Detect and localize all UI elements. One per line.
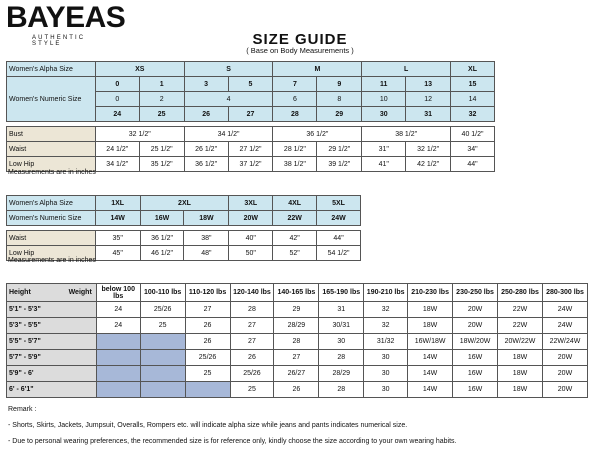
size-cell: 18W/20W	[453, 334, 498, 350]
size-cell: 18W	[498, 382, 543, 398]
num-cell: 31	[406, 107, 451, 122]
plus-num-cell: 24W	[317, 211, 361, 226]
size-cell: 25	[230, 382, 274, 398]
size-cell: 30	[364, 350, 408, 366]
size-cell: 25/26	[140, 302, 185, 318]
size-cell: 26	[274, 382, 319, 398]
table-row	[7, 366, 588, 382]
table-row	[7, 334, 588, 350]
alpha-l: L	[362, 62, 451, 77]
empty-cell	[96, 366, 140, 382]
size-cell: 26	[185, 318, 230, 334]
waist-cell: 27 1/2"	[228, 142, 273, 157]
height-header: Height	[9, 289, 31, 296]
plus-waist-cell: 42"	[273, 231, 317, 246]
num-cell: 6	[273, 92, 317, 107]
num-cell: 32	[451, 107, 495, 122]
weight-header-cell: 140-165 lbs	[274, 284, 319, 302]
empty-cell	[140, 334, 185, 350]
height-label: 6' - 6'1"	[7, 382, 97, 398]
plus-alpha-5xl: 5XL	[317, 196, 361, 211]
size-cell: 26	[185, 334, 230, 350]
size-cell: 14W	[408, 350, 453, 366]
plus-hip-cell: 54 1/2"	[317, 246, 361, 261]
num-cell: 28	[273, 107, 317, 122]
num-cell: 13	[406, 77, 451, 92]
alpha-size-label: Women's Alpha Size	[7, 62, 96, 77]
hip-label: Low Hip	[7, 157, 96, 172]
plus-waist-cell: 44"	[317, 231, 361, 246]
plus-num-cell: 16W	[140, 211, 184, 226]
size-cell: 25	[185, 366, 230, 382]
size-cell: 24W	[542, 318, 587, 334]
num-cell: 3	[184, 77, 228, 92]
hip-cell: 37 1/2"	[228, 157, 273, 172]
num-cell: 7	[273, 77, 317, 92]
empty-cell	[96, 334, 140, 350]
num-cell: 5	[228, 77, 273, 92]
plus-hip-cell: 48"	[184, 246, 229, 261]
size-cell: 25	[140, 318, 185, 334]
size-cell: 20W/22W	[498, 334, 543, 350]
empty-cell	[140, 366, 185, 382]
size-cell: 28/29	[319, 366, 364, 382]
empty-cell	[96, 382, 140, 398]
plus-waist-cell: 40"	[229, 231, 273, 246]
height-label: 5'9" - 6'	[7, 366, 97, 382]
size-cell: 16W/18W	[408, 334, 453, 350]
empty-cell	[185, 382, 230, 398]
plus-hip-cell: 45"	[95, 246, 140, 261]
empty-cell	[140, 382, 185, 398]
plus-num-cell: 22W	[273, 211, 317, 226]
plus-hip-cell: 46 1/2"	[140, 246, 184, 261]
num-cell: 12	[406, 92, 451, 107]
plus-waist-cell: 35"	[95, 231, 140, 246]
size-cell: 18W	[498, 350, 543, 366]
hip-cell: 44"	[451, 157, 495, 172]
size-cell: 27	[230, 318, 274, 334]
num-cell: 14	[451, 92, 495, 107]
size-cell: 16W	[453, 350, 498, 366]
hip-cell: 38 1/2"	[273, 157, 317, 172]
waist-cell: 31"	[362, 142, 406, 157]
plus-hip-label: Low Hip	[7, 246, 96, 261]
plus-hip-cell: 52"	[273, 246, 317, 261]
size-cell: 26/27	[274, 366, 319, 382]
plus-alpha-2xl: 2XL	[140, 196, 229, 211]
plus-numeric-label: Women's Numeric Size	[7, 211, 96, 226]
waist-cell: 24 1/2"	[95, 142, 139, 157]
size-cell: 27	[274, 350, 319, 366]
alpha-s: S	[184, 62, 273, 77]
plus-hip-cell: 50"	[229, 246, 273, 261]
height-weight-corner	[7, 284, 97, 302]
waist-cell: 26 1/2"	[184, 142, 228, 157]
size-cell: 22W/24W	[542, 334, 587, 350]
weight-header-cell: 120-140 lbs	[230, 284, 274, 302]
height-label: 5'1" - 5'3"	[7, 302, 97, 318]
numeric-size-label: Women's Numeric Size	[7, 77, 96, 122]
size-cell: 16W	[453, 366, 498, 382]
num-cell: 15	[451, 77, 495, 92]
height-label: 5'3" - 5'5"	[7, 318, 97, 334]
hip-cell: 36 1/2"	[184, 157, 228, 172]
num-cell: 26	[184, 107, 228, 122]
hip-cell: 42 1/2"	[406, 157, 451, 172]
size-cell: 18W	[498, 366, 543, 382]
bust-cell: 34 1/2"	[184, 127, 273, 142]
size-cell: 20W	[542, 382, 587, 398]
hip-cell: 35 1/2"	[139, 157, 184, 172]
waist-cell: 34"	[451, 142, 495, 157]
num-cell: 0	[95, 92, 139, 107]
bust-label: Bust	[7, 127, 96, 142]
size-cell: 26	[230, 350, 274, 366]
table-row	[7, 350, 588, 366]
plus-num-cell: 20W	[229, 211, 273, 226]
size-cell: 24	[96, 302, 140, 318]
bust-cell: 32 1/2"	[95, 127, 184, 142]
weight-header-cell: below 100 lbs	[96, 284, 140, 302]
brand-name: BAYEAS	[6, 1, 126, 34]
size-cell: 30	[364, 382, 408, 398]
alpha-xs: XS	[95, 62, 184, 77]
bust-cell: 38 1/2"	[362, 127, 451, 142]
alpha-m: M	[273, 62, 362, 77]
num-cell: 10	[362, 92, 406, 107]
num-cell: 9	[317, 77, 362, 92]
bust-cell: 36 1/2"	[273, 127, 362, 142]
num-cell: 25	[139, 107, 184, 122]
weight-header-cell: 210-230 lbs	[408, 284, 453, 302]
alpha-xl: XL	[451, 62, 495, 77]
weight-header-cell: 165-190 lbs	[319, 284, 364, 302]
plus-waist-label: Waist	[7, 231, 96, 246]
size-cell: 28	[319, 382, 364, 398]
size-cell: 22W	[498, 302, 543, 318]
size-cell: 22W	[498, 318, 543, 334]
brand-tagline: AUTHENTIC STYLE	[32, 35, 86, 47]
waist-cell: 25 1/2"	[139, 142, 184, 157]
size-cell: 14W	[408, 366, 453, 382]
plus-waist-cell: 36 1/2"	[140, 231, 184, 246]
num-cell: 8	[317, 92, 362, 107]
num-cell: 4	[184, 92, 273, 107]
weight-header-cell: 100-110 lbs	[140, 284, 185, 302]
height-weight-table	[6, 283, 588, 398]
height-label: 5'5" - 5'7"	[7, 334, 97, 350]
plus-alpha-3xl: 3XL	[229, 196, 273, 211]
hip-cell: 39 1/2"	[317, 157, 362, 172]
height-label: 5'7" - 5'9"	[7, 350, 97, 366]
size-cell: 32	[364, 318, 408, 334]
waist-cell: 29 1/2"	[317, 142, 362, 157]
size-cell: 27	[185, 302, 230, 318]
size-table-plus	[6, 195, 361, 261]
size-cell: 30	[319, 334, 364, 350]
waist-label: Waist	[7, 142, 96, 157]
plus-waist-cell: 38"	[184, 231, 229, 246]
plus-alpha-4xl: 4XL	[273, 196, 317, 211]
size-cell: 20W	[453, 318, 498, 334]
num-cell: 27	[228, 107, 273, 122]
remark-title: Remark :	[8, 406, 37, 413]
size-cell: 25/26	[230, 366, 274, 382]
page-title: SIZE GUIDE	[252, 31, 348, 48]
weight-header-cell: 190-210 lbs	[364, 284, 408, 302]
table-row	[7, 318, 588, 334]
num-cell: 11	[362, 77, 406, 92]
page-subtitle: ( Base on Body Measurements )	[246, 46, 354, 55]
size-cell: 18W	[408, 302, 453, 318]
size-cell: 20W	[542, 366, 587, 382]
weight-header-cell: 280-300 lbs	[542, 284, 587, 302]
weight-header-cell: 230-250 lbs	[453, 284, 498, 302]
measurement-note: Measurements are in inches	[8, 169, 96, 176]
size-cell: 30/31	[319, 318, 364, 334]
waist-cell: 28 1/2"	[273, 142, 317, 157]
remark-line-2: - Due to personal wearing preferences, the recommended size is for reference only, kindly choose the size according to your own wearing habits.	[8, 438, 457, 445]
size-cell: 28	[274, 334, 319, 350]
size-cell: 24W	[542, 302, 587, 318]
bust-cell: 40 1/2"	[451, 127, 495, 142]
size-cell: 27	[230, 334, 274, 350]
weight-header: Weight	[68, 289, 92, 296]
plus-alpha-1xl: 1XL	[95, 196, 140, 211]
size-cell: 20W	[453, 302, 498, 318]
measurement-note: Measurements are in inches	[8, 257, 96, 264]
hip-cell: 34 1/2"	[95, 157, 139, 172]
num-cell: 29	[317, 107, 362, 122]
size-table-standard	[6, 61, 495, 172]
waist-cell: 32 1/2"	[406, 142, 451, 157]
table-row	[7, 382, 588, 398]
weight-header-cell: 110-120 lbs	[185, 284, 230, 302]
size-cell: 28/29	[274, 318, 319, 334]
size-cell: 28	[319, 350, 364, 366]
empty-cell	[96, 350, 140, 366]
num-cell: 30	[362, 107, 406, 122]
num-cell: 0	[95, 77, 139, 92]
num-cell: 2	[139, 92, 184, 107]
table-row	[7, 302, 588, 318]
size-cell: 14W	[408, 382, 453, 398]
plus-alpha-label: Women's Alpha Size	[7, 196, 96, 211]
size-cell: 20W	[542, 350, 587, 366]
size-cell: 30	[364, 366, 408, 382]
num-cell: 1	[139, 77, 184, 92]
hip-cell: 41"	[362, 157, 406, 172]
size-cell: 31	[319, 302, 364, 318]
size-cell: 28	[230, 302, 274, 318]
size-cell: 16W	[453, 382, 498, 398]
remark-line-1: - Shorts, Skirts, Jackets, Jumpsuit, Overalls, Rompers etc. will indicate alpha size while jeans and pants indicates numerical size.	[8, 422, 408, 429]
size-cell: 32	[364, 302, 408, 318]
plus-num-cell: 14W	[95, 211, 140, 226]
weight-header-cell: 250-280 lbs	[498, 284, 543, 302]
empty-cell	[140, 350, 185, 366]
plus-num-cell: 18W	[184, 211, 229, 226]
size-cell: 29	[274, 302, 319, 318]
size-cell: 31/32	[364, 334, 408, 350]
size-cell: 18W	[408, 318, 453, 334]
size-cell: 25/26	[185, 350, 230, 366]
num-cell: 24	[95, 107, 139, 122]
size-cell: 24	[96, 318, 140, 334]
